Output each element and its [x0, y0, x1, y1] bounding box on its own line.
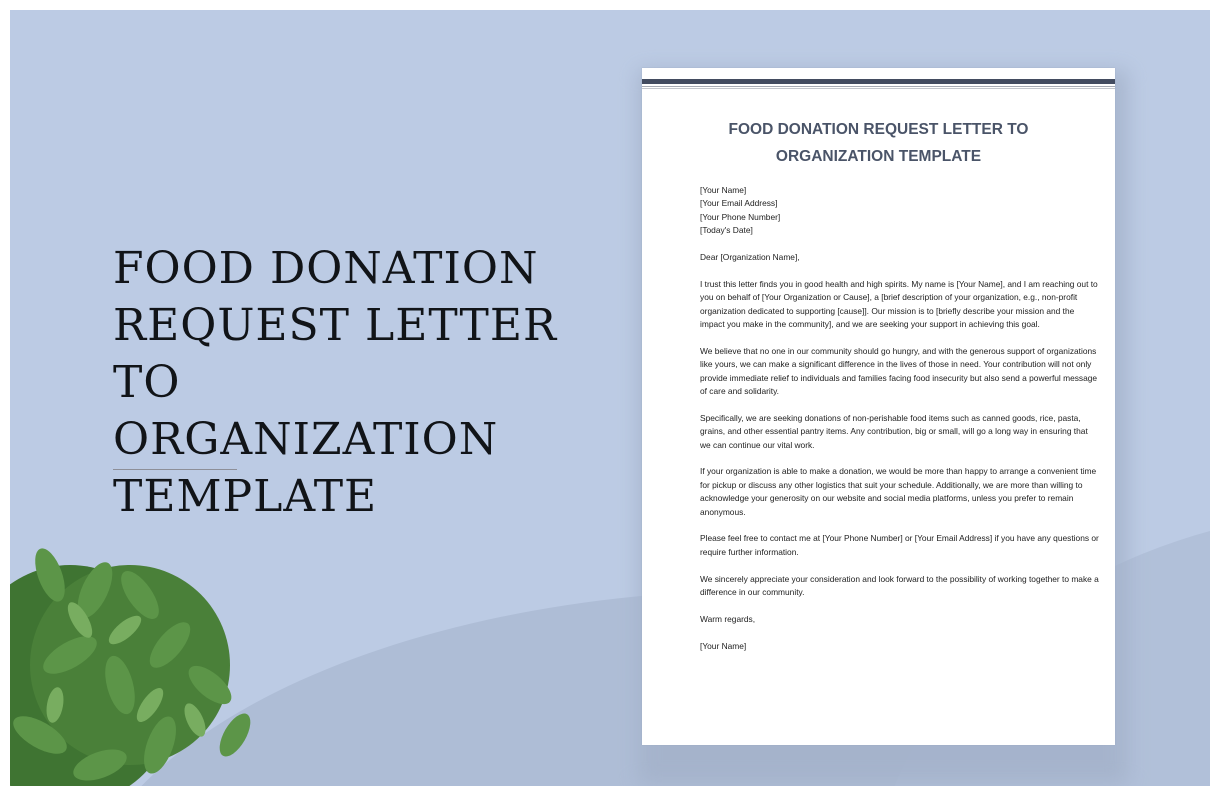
sender-email: [Your Email Address]: [700, 198, 778, 209]
hero-title: [113, 240, 633, 525]
body-paragraph: Specifically, we are seeking donations of non-perishable food items such as canned goods, rice, pasta, grains, and other essential pantry items. Any contribution, big or small, will go a long way in ensuring that we can continue our vital work.: [700, 412, 1088, 450]
body-paragraph: Please feel free to contact me at [Your Phone Number] or [Your Email Address] if you have any questions or require further information.: [700, 533, 1099, 557]
header-stripe-line: [642, 88, 1115, 89]
title-underline-divider: [113, 469, 237, 470]
document-title-line: FOOD DONATION REQUEST LETTER TO: [728, 121, 1029, 138]
body-paragraph: We believe that no one in our community should go hungry, and with the generous support of organizations like yours, we can make a significant difference in the lives of those in need. Your contribution will not only provide immediate relief to individuals and families facing food insecurity but also send a powerful message of care and solidarity.: [700, 345, 1098, 397]
letter-document-preview: [642, 68, 1115, 745]
document-body: [700, 184, 1100, 666]
closing: Warm regards,: [700, 613, 756, 624]
header-stripe-line: [642, 86, 1115, 87]
hero-title-line: REQUEST LETTER TO: [113, 300, 558, 408]
hero-title-line: FOOD DONATION: [113, 243, 539, 294]
background-canvas: [10, 10, 1210, 786]
sender-phone: [Your Phone Number]: [700, 211, 781, 222]
sender-block: [700, 184, 1100, 238]
hero-title-line: ORGANIZATION: [113, 414, 499, 465]
signature: [Your Name]: [700, 640, 747, 651]
salutation: Dear [Organization Name],: [700, 252, 800, 263]
document-title: [642, 116, 1115, 170]
hero-title-line: TEMPLATE: [113, 471, 378, 522]
body-paragraph: We sincerely appreciate your consideration and look forward to the possibility of working together to make a difference in our community.: [700, 573, 1099, 598]
plant-leaves-image: [10, 535, 270, 786]
header-stripe-dark: [642, 79, 1115, 84]
sender-date: [Today's Date]: [700, 225, 753, 236]
document-title-line: ORGANIZATION TEMPLATE: [775, 148, 982, 165]
body-paragraph: I trust this letter finds you in good health and high spirits. My name is [Your Name], and I am reaching out to you on behalf of [Your Organization or Cause], a [brief description of your organization, e.g., non-profit organization dedicated to supporting [cause]]. Our mission is to [briefly describe your mission and the impact you make in the community], and we are seeking your support in achieving this goal.: [700, 278, 1098, 330]
body-paragraph: If your organization is able to make a donation, we would be more than happy to arrange a convenient time for pickup or discuss any other logistics that suit your schedule. Additionally, we are more than willing to acknowledge your generosity on our website and social media platforms, unless you prefer to remain anonymous.: [700, 466, 1097, 517]
sender-name: [Your Name]: [700, 185, 747, 195]
